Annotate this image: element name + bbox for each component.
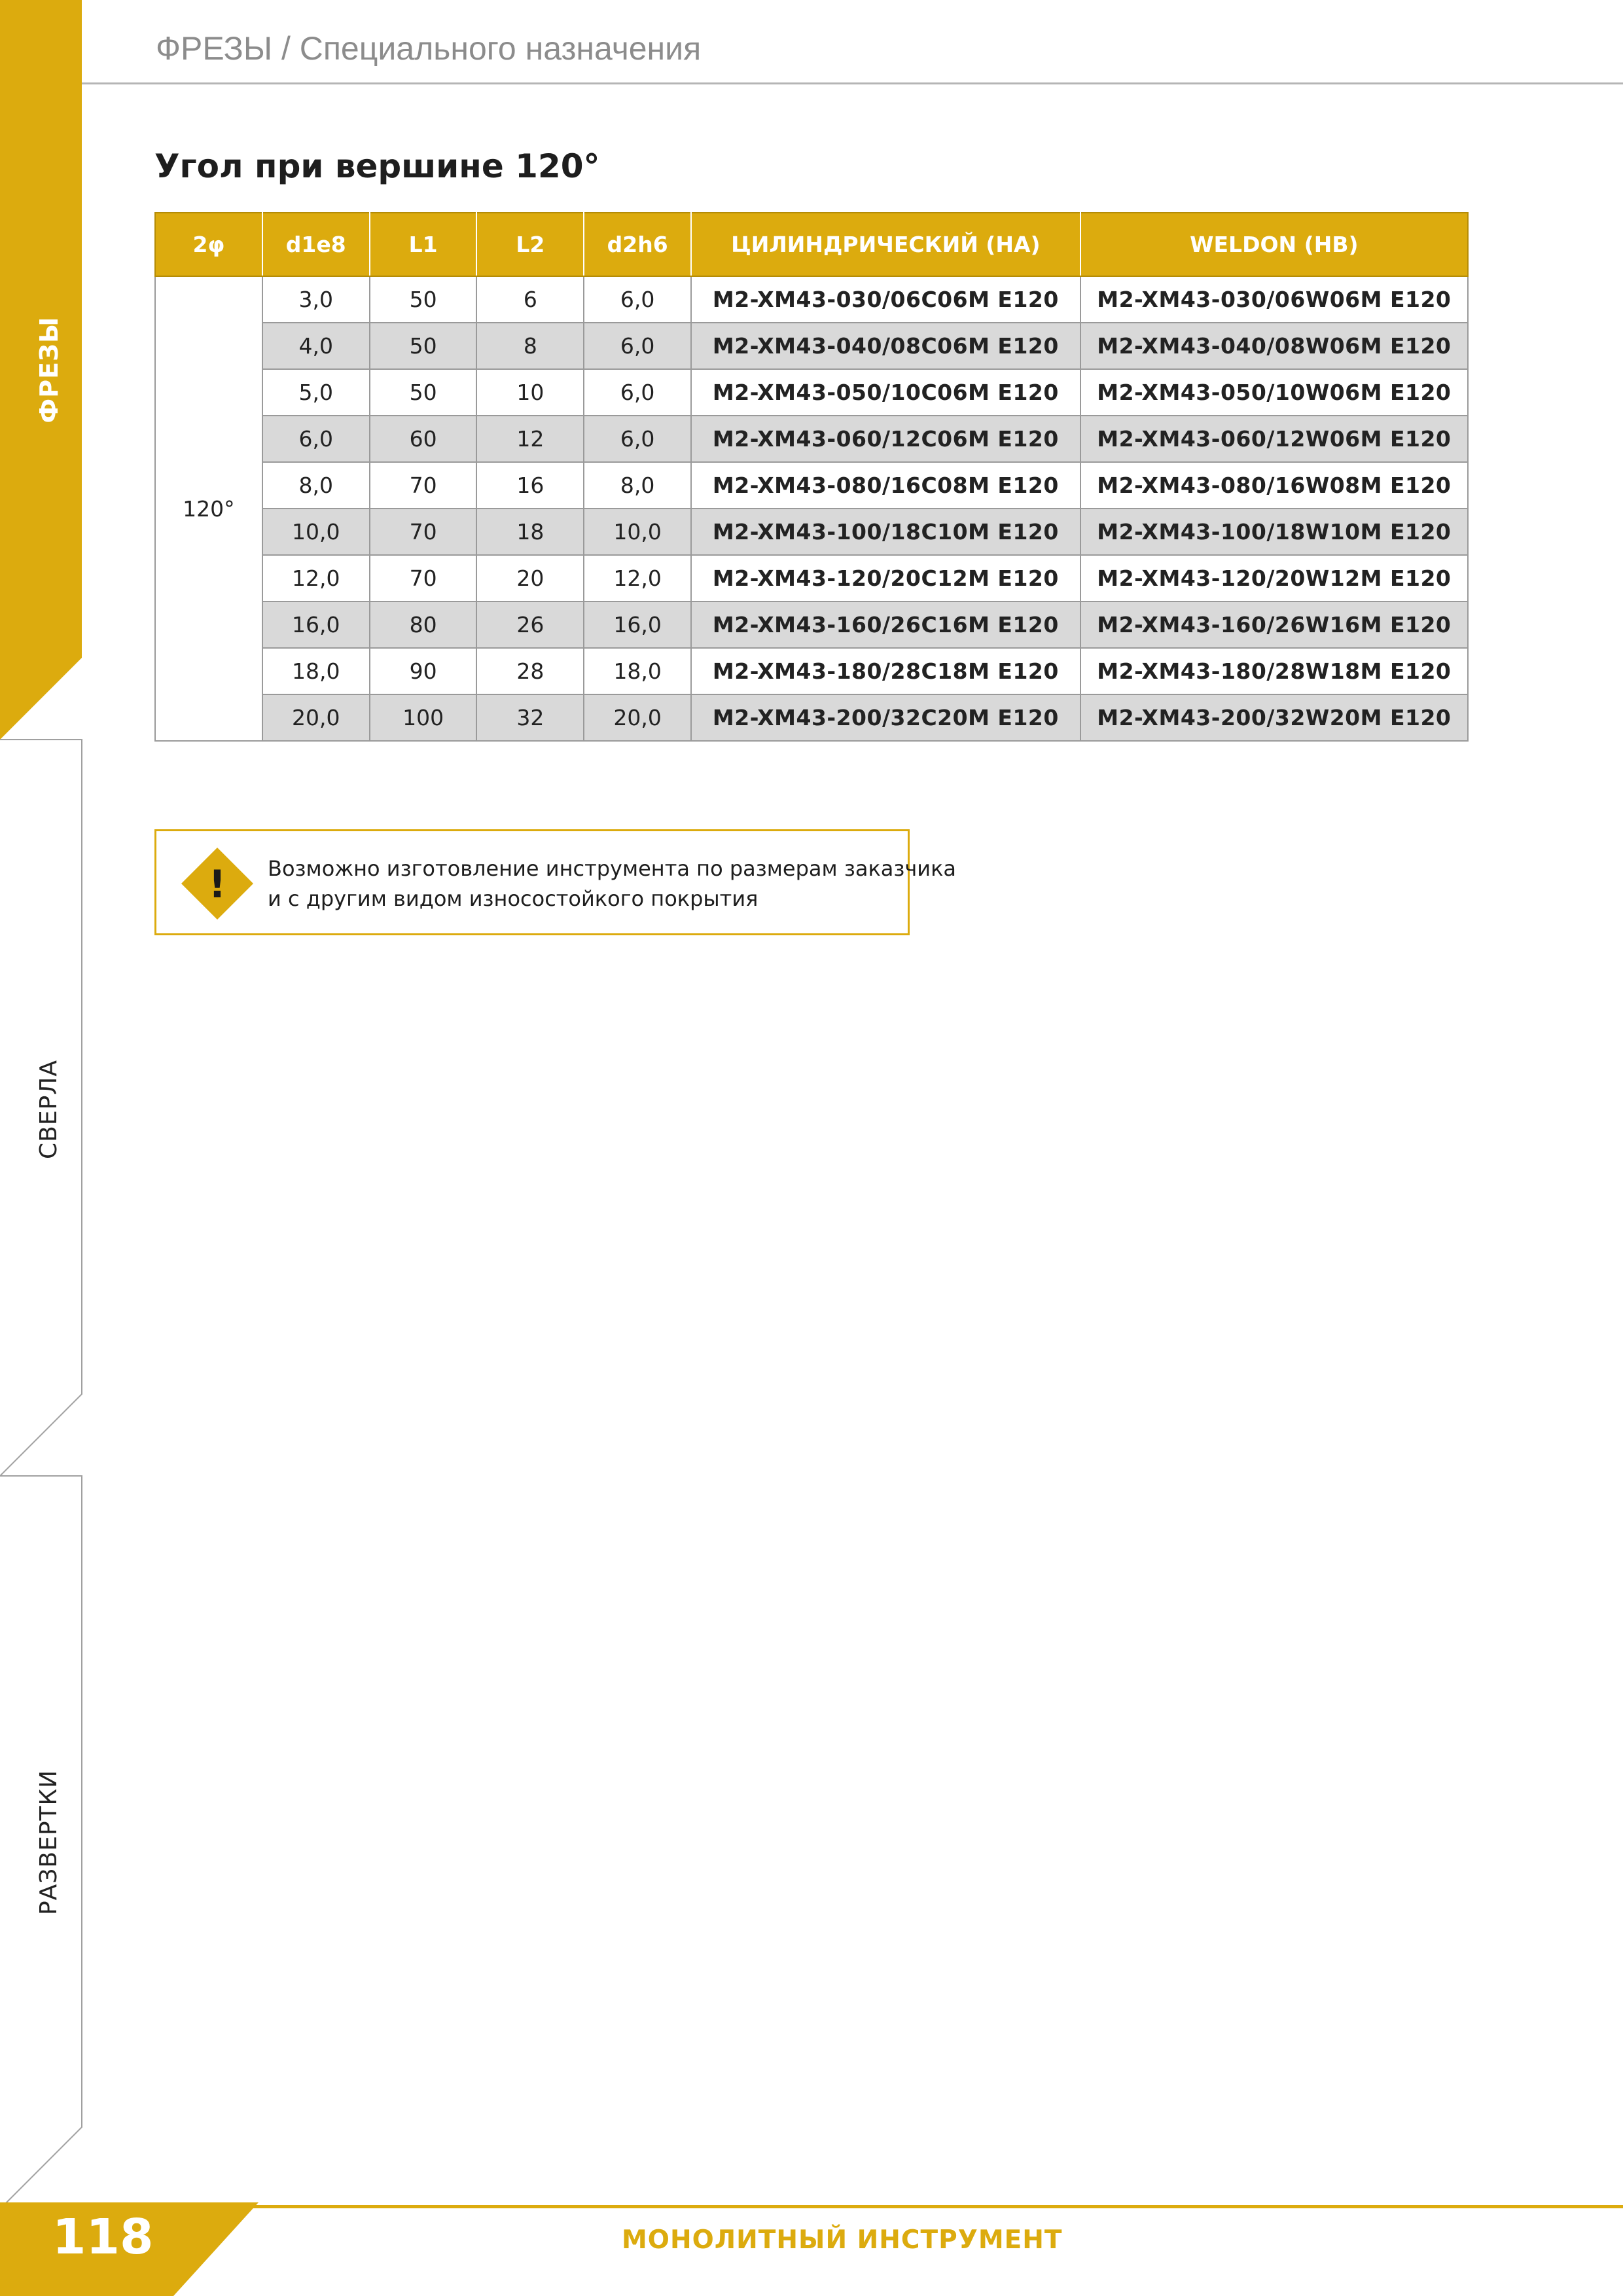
cell-code-ha: M2-XM43-180/28C18M E120 [691,648,1080,694]
col-header-d2h6: d2h6 [584,213,691,276]
header-divider [82,82,1623,84]
warning-icon [181,848,253,920]
cell-code-ha: M2-XM43-100/18C10M E120 [691,509,1080,555]
note-text [268,853,956,914]
cell-d2h6: 20,0 [584,694,691,741]
cell-l2: 6 [476,276,584,323]
col-header-l2: L2 [476,213,584,276]
table-row [155,694,1468,741]
note-box [154,829,957,935]
cell-d1e8: 12,0 [262,555,370,601]
table-row [155,276,1468,323]
cell-code-hb: M2-XM43-050/10W06M E120 [1080,369,1468,416]
cell-code-ha: M2-XM43-120/20C12M E120 [691,555,1080,601]
cell-l2: 20 [476,555,584,601]
cell-l2: 18 [476,509,584,555]
cell-d1e8: 10,0 [262,509,370,555]
note-line-1: Возможно изготовление инструмента по размерам заказчика [268,856,957,881]
cell-code-hb: M2-XM43-100/18W10M E120 [1080,509,1468,555]
cell-d2h6: 10,0 [584,509,691,555]
cell-d1e8: 16,0 [262,601,370,648]
table-row [155,462,1468,509]
cell-code-hb: M2-XM43-080/16W08M E120 [1080,462,1468,509]
table-row [155,509,1468,555]
cell-l2: 32 [476,694,584,741]
footer-title: МОНОЛИТНЫЙ ИНСТРУМЕНТ [622,2225,1063,2255]
table-row [155,601,1468,648]
cell-l1: 50 [370,276,477,323]
cell-l1: 50 [370,323,477,369]
cell-code-hb: M2-XM43-060/12W06M E120 [1080,416,1468,462]
cell-d2h6: 8,0 [584,462,691,509]
cell-code-ha: M2-XM43-040/08C06M E120 [691,323,1080,369]
breadcrumb: ФРЕЗЫ / Специального назначения [156,30,702,67]
cell-l2: 16 [476,462,584,509]
side-tab-sverla[interactable]: СВЕРЛА [35,1060,62,1159]
cell-l2: 12 [476,416,584,462]
col-header-d1e8: d1e8 [262,213,370,276]
table-row [155,323,1468,369]
cell-d2h6: 6,0 [584,276,691,323]
cell-l1: 70 [370,509,477,555]
cell-l2: 26 [476,601,584,648]
warning-mark: ! [208,862,226,906]
cell-d1e8: 5,0 [262,369,370,416]
cell-code-ha: M2-XM43-050/10C06M E120 [691,369,1080,416]
cell-code-ha: M2-XM43-160/26C16M E120 [691,601,1080,648]
cell-code-ha: M2-XM43-080/16C08M E120 [691,462,1080,509]
cell-d2h6: 18,0 [584,648,691,694]
cell-code-hb: M2-XM43-180/28W18M E120 [1080,648,1468,694]
side-tab-razvertki[interactable]: РАЗВЕРТКИ [35,1769,62,1916]
cell-code-ha: M2-XM43-030/06C06M E120 [691,276,1080,323]
cell-l1: 100 [370,694,477,741]
cell-d1e8: 18,0 [262,648,370,694]
cell-code-hb: M2-XM43-030/06W06M E120 [1080,276,1468,323]
cell-l1: 70 [370,462,477,509]
cell-d2h6: 6,0 [584,323,691,369]
side-tab-frezy[interactable]: ФРЕЗЫ [35,316,63,423]
cell-l2: 10 [476,369,584,416]
cell-code-hb: M2-XM43-160/26W16M E120 [1080,601,1468,648]
table-row [155,416,1468,462]
cell-code-hb: M2-XM43-120/20W12M E120 [1080,555,1468,601]
page-number: 118 [52,2209,154,2265]
table-row [155,369,1468,416]
spec-table [154,212,1469,742]
cell-d1e8: 20,0 [262,694,370,741]
table-header-row [155,213,1468,276]
cell-l1: 80 [370,601,477,648]
table-row [155,555,1468,601]
note-line-2: и с другим видом износостойкого покрытия [268,886,758,911]
footer-divider [170,2205,1623,2208]
col-header-angle: 2φ [155,213,262,276]
cell-l1: 90 [370,648,477,694]
cell-d1e8: 3,0 [262,276,370,323]
cell-d1e8: 8,0 [262,462,370,509]
cell-code-ha: M2-XM43-200/32C20M E120 [691,694,1080,741]
cell-d2h6: 6,0 [584,416,691,462]
col-header-l1: L1 [370,213,477,276]
cell-code-hb: M2-XM43-200/32W20M E120 [1080,694,1468,741]
cell-l2: 28 [476,648,584,694]
cell-d2h6: 12,0 [584,555,691,601]
cell-d2h6: 16,0 [584,601,691,648]
table-row [155,648,1468,694]
cell-d1e8: 4,0 [262,323,370,369]
cell-code-hb: M2-XM43-040/08W06M E120 [1080,323,1468,369]
cell-d2h6: 6,0 [584,369,691,416]
cell-l1: 60 [370,416,477,462]
cell-d1e8: 6,0 [262,416,370,462]
angle-cell: 120° [155,276,262,741]
cell-l2: 8 [476,323,584,369]
cell-code-ha: M2-XM43-060/12C06M E120 [691,416,1080,462]
cell-l1: 50 [370,369,477,416]
col-header-weldon: WELDON (HB) [1080,213,1468,276]
section-title: Угол при вершине 120° [154,147,600,185]
col-header-cylindrical: ЦИЛИНДРИЧЕСКИЙ (HA) [691,213,1080,276]
cell-l1: 70 [370,555,477,601]
